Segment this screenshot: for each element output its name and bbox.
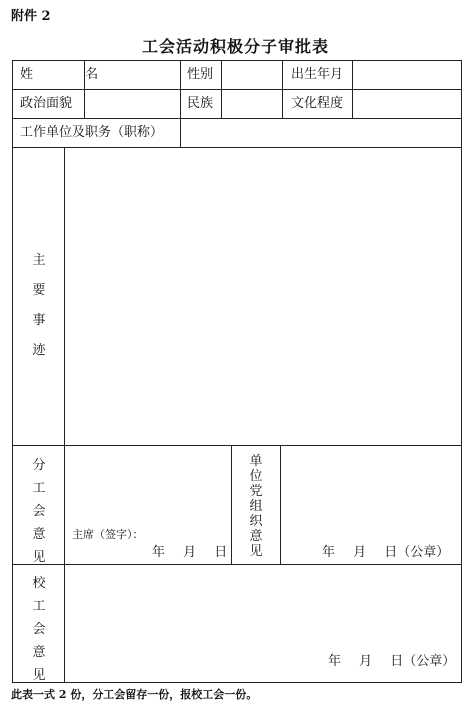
deeds-label: 主要事迹 bbox=[32, 253, 46, 358]
form-title: 工会活动积极分子审批表 bbox=[141, 37, 329, 56]
education-label: 文化程度 bbox=[291, 96, 344, 111]
name-label: 姓 名 bbox=[20, 67, 123, 82]
birth-label: 出生年月 bbox=[291, 67, 344, 82]
col-divider-d bbox=[282, 60, 283, 118]
ethnicity-label: 民族 bbox=[187, 96, 214, 111]
col-divider-h bbox=[280, 445, 281, 564]
col-divider-g bbox=[231, 445, 232, 564]
row-divider-5 bbox=[12, 564, 462, 565]
approval-form-table bbox=[12, 60, 462, 683]
school-opinion-label: 校工会意见 bbox=[32, 576, 46, 683]
school-date-seal: 年 月 日（公章） bbox=[328, 654, 456, 669]
row-divider-4 bbox=[12, 445, 462, 446]
col-divider-b bbox=[180, 60, 181, 118]
political-label: 政治面貌 bbox=[20, 96, 73, 111]
attachment-label: 附件 2 bbox=[11, 9, 51, 24]
col-divider-e bbox=[352, 60, 353, 118]
row-divider-2 bbox=[12, 118, 462, 119]
footer-note: 此表一式 2 份，分工会留存一份，报校工会一份。 bbox=[11, 688, 258, 701]
col-divider-c bbox=[221, 60, 222, 118]
branch-date: 年 月 日 bbox=[152, 545, 228, 560]
branch-opinion-label: 分工会意见 bbox=[32, 458, 46, 565]
gender-label: 性别 bbox=[187, 67, 214, 82]
row-divider-3 bbox=[12, 147, 462, 148]
unit-party-opinion-label: 单位党组织意见 bbox=[249, 454, 263, 559]
workplace-label: 工作单位及职务（职称） bbox=[20, 125, 164, 140]
chair-signature-label: 主席（签字）： bbox=[72, 528, 144, 541]
unit-date-seal: 年 月 日（公章） bbox=[322, 545, 450, 560]
row-divider-1 bbox=[12, 89, 462, 90]
col-divider-f bbox=[180, 118, 181, 147]
col-divider-label bbox=[64, 147, 65, 683]
